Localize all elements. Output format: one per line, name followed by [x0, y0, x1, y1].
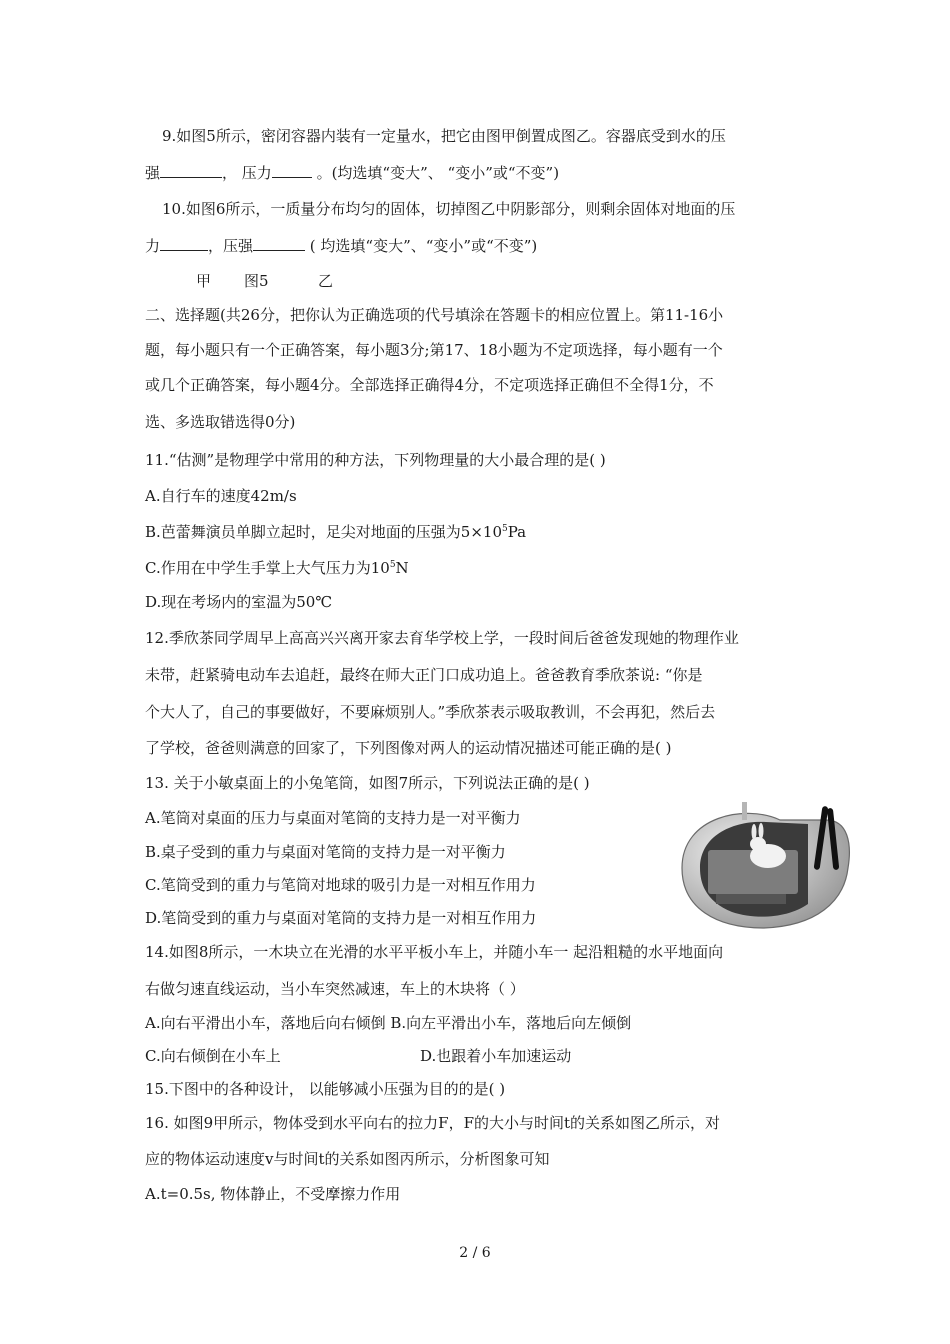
q11-option-a: A.自行车的速度42m/s [145, 487, 297, 505]
q10-pressure-blank[interactable] [253, 236, 305, 251]
q11-c-unit: N [395, 559, 409, 577]
section2-line-1: 二、选择题(共26分，把你认为正确选项的代号填涂在答题卡的相应位置上。第11-16小 [145, 306, 724, 324]
q11-option-c [145, 558, 810, 578]
q9-text-b: ， 压力 [222, 164, 272, 182]
q9-text-a: 强 [145, 164, 161, 182]
q12-line-3: 个大人了，自己的事要做好，不要麻烦别人。”季欣茶表示吸取教训，不会再犯，然后去 [145, 703, 716, 721]
q14-option-d: D.也跟着小车加速运动 [420, 1047, 572, 1065]
q12-line-2: 未带，赶紧骑电动车去追赶，最终在师大正门口成功追上。爸爸教育季欣茶说: “你是 [145, 666, 703, 684]
q16-line-1: 16. 如图9甲所示，物体受到水平向右的拉力F，F的大小与时间t的关系如图乙所示，对 [145, 1114, 721, 1132]
q10-force-blank[interactable] [160, 236, 208, 251]
q12-line-4: 了学校，爸爸则满意的回家了，下列图像对两人的运动情况描述可能正确的是( ) [145, 739, 672, 757]
page-number: 2 / 6 [459, 1245, 491, 1261]
q13-option-d: D.笔筒受到的重力与桌面对笔筒的支持力是一对相互作用力 [145, 909, 537, 927]
q13-option-a: A.笔筒对桌面的压力与桌面对笔筒的支持力是一对平衡力 [145, 809, 521, 827]
fig5-label-yi: 乙 [318, 272, 334, 290]
q11-b-unit: Pa [507, 523, 527, 541]
q9-force-blank[interactable] [272, 163, 312, 178]
q9-text-c: 。(均选填“变大”、 “变小”或“不变”) [311, 164, 560, 182]
holder-clip [742, 802, 747, 820]
fig5-caption: 图5 [244, 272, 269, 290]
q11-b-exponent: 5 [502, 524, 508, 534]
q11-c-exponent: 5 [389, 560, 396, 570]
section2-line-3: 或几个正确答案，每小题4分。全部选择正确得4分，不定项选择正确但不全得1分，不 [145, 376, 714, 394]
q10-line2 [145, 236, 810, 256]
q12-line-1: 12.季欣茶同学周早上高高兴兴离开家去育华学校上学，一段时间后爸爸发现她的物理作业 [145, 629, 739, 647]
holder-caption-strip [716, 894, 786, 904]
q11-c-text: C.作用在中学生手掌上大气压力为10 [145, 559, 390, 577]
q14-option-ab: A.向右平滑出小车，落地后向右倾倒 B.向左平滑出小车，落地后向左倾倒 [145, 1014, 632, 1032]
rabbit-ear-left [752, 824, 757, 840]
rabbit-ear-right [759, 823, 764, 839]
q11-option-d: D.现在考场内的室温为50℃ [145, 593, 333, 611]
section2-line-2: 题，每小题只有一个正确答案，每小题3分;第17、18小题为不定项选择，每小题有一个 [145, 341, 723, 359]
q11-stem: 11.“估测”是物理学中常用的种方法，下列物理量的大小最合理的是( ) [145, 451, 606, 469]
q15-stem: 15.下图中的各种设计， 以能够减小压强为目的的是( ) [145, 1080, 506, 1098]
q14-option-c: C.向右倾倒在小车上 [145, 1047, 281, 1065]
q13-option-b: B.桌子受到的重力与桌面对笔筒的支持力是一对平衡力 [145, 843, 506, 861]
q14-line2: 右做匀速直线运动，当小车突然减速，车上的木块将（ ） [145, 980, 525, 998]
fig5-label-jia: 甲 [196, 272, 212, 290]
q9-pressure-blank[interactable] [160, 163, 222, 178]
q13-option-c: C.笔筒受到的重力与笔筒对地球的吸引力是一对相互作用力 [145, 876, 536, 894]
q13-stem: 13. 关于小敏桌面上的小兔笔筒，如图7所示，下列说法正确的是( ) [145, 774, 590, 792]
q14-line1: 14.如图8所示，一木块立在光滑的水平平板小车上，并随小车一 起沿粗糙的水平地面向 [145, 943, 724, 961]
q9-line1: 9.如图5所示，密闭容器内装有一定量水，把它由图甲倒置成图乙。容器底受到水的压 [162, 127, 726, 145]
q10-text-c: ( 均选填“变大”、“变小”或“不变”) [305, 237, 538, 255]
rabbit-pen-holder-figure [676, 798, 856, 930]
rabbit-head [750, 837, 766, 851]
q9-line2 [145, 163, 810, 183]
q16-line-2: 应的物体运动速度v与时间t的关系如图丙所示，分析图象可知 [145, 1150, 550, 1168]
q10-text-b: ，压强 [208, 237, 254, 255]
section2-line-4: 选、多选取错选得0分) [145, 413, 296, 431]
q16-option-a: A.t=0.5s, 物体静止，不受摩擦力作用 [145, 1185, 401, 1203]
q11-option-b [145, 522, 810, 542]
q10-line1: 10.如图6所示，一质量分布均匀的固体，切掉图乙中阴影部分，则剩余固体对地面的压 [162, 200, 736, 218]
q11-b-text: B.芭蕾舞演员单脚立起时，足尖对地面的压强为5×10 [145, 523, 502, 541]
q10-text-a: 力 [145, 237, 161, 255]
